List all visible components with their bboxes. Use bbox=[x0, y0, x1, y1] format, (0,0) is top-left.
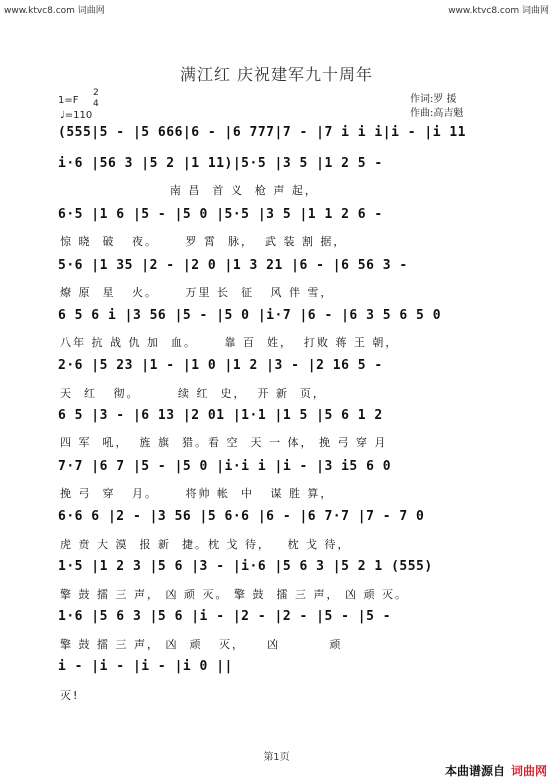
site-url-right[interactable]: www.ktvc8.com 词曲网 bbox=[448, 6, 549, 16]
time-signature-top: 2 bbox=[93, 88, 99, 98]
score-line-5: 6 5 6 i |3 56 |5 - |5 0 |i·7 |6 - |6 3 5 6 5 0 bbox=[58, 308, 442, 323]
watermark-site-logo: 词曲网 bbox=[510, 764, 547, 778]
composer-credit: 作曲:高吉魁 bbox=[410, 108, 464, 119]
lyric-line-6: 天 红 彻。 续 红 史， 开 新 页， bbox=[60, 387, 326, 400]
score-line-10: 1·5 |1 2 3 |5 6 |3 - |i·6 |5 6 3 |5 2 1 (555) bbox=[58, 559, 433, 574]
score-line-8: 7·7 |6 7 |5 - |5 0 |i·i i |i - |3 i5 6 0 bbox=[58, 459, 392, 474]
source-watermark bbox=[445, 762, 547, 779]
key-signature: 1=F bbox=[58, 95, 79, 106]
lyric-line-11: 擎 鼓 擂 三 声， 凶 顽 灭， 凶 顽 bbox=[60, 638, 343, 651]
lyricist-credit: 作词:罗 援 bbox=[410, 94, 457, 105]
lyric-line-10: 擎 鼓 擂 三 声， 凶 顽 灭。 擎 鼓 擂 三 声， 凶 顽 灭。 bbox=[60, 588, 408, 601]
score-line-4: 5·6 |1 35 |2 - |2 0 |1 3 21 |6 - |6 56 3 - bbox=[58, 258, 408, 273]
lyric-line-2: 南 昌 首 义 枪 声 起， bbox=[60, 184, 318, 197]
tempo-marking: ♩=110 bbox=[60, 110, 93, 121]
score-line-12: i - |i - |i - |i 0 || bbox=[58, 659, 233, 674]
site-url-left[interactable]: www.ktvc8.com 词曲网 bbox=[4, 6, 105, 16]
lyric-line-5: 八年 抗 战 仇 加 血。 靠 百 姓， 打败 蒋 王 朝， bbox=[60, 336, 399, 349]
lyric-line-12: 灭! bbox=[60, 689, 80, 702]
score-line-9: 6·6 6 |2 - |3 56 |5 6·6 |6 - |6 7·7 |7 - 7 0 bbox=[58, 509, 425, 524]
song-title: 满江红 庆祝建军九十周年 bbox=[179, 65, 374, 84]
score-line-6: 2·6 |5 23 |1 - |1 0 |1 2 |3 - |2 16 5 - bbox=[58, 358, 383, 373]
lyric-line-8: 挽 弓 穿 月。 将帅 帐 中 谋 胜 算， bbox=[60, 487, 334, 500]
score-line-7: 6 5 |3 - |6 13 |2 01 |1·1 |1 5 |5 6 1 2 bbox=[58, 408, 383, 423]
time-signature-bottom: 4 bbox=[93, 99, 99, 109]
watermark-source-text: 本曲谱源自 bbox=[444, 764, 505, 778]
lyric-line-4: 燎 原 星 火。 万里 长 征 风 伴 雪， bbox=[60, 286, 334, 299]
score-line-11: 1·6 |5 6 3 |5 6 |i - |2 - |2 - |5 - |5 - bbox=[58, 609, 392, 624]
score-line-3: 6·5 |1 6 |5 - |5 0 |5·5 |3 5 |1 1 2 6 - bbox=[58, 207, 383, 222]
lyric-line-9: 虎 贲 大 漠 报 新 捷。枕 戈 待， 枕 戈 待， bbox=[60, 538, 351, 551]
score-line-1: (555|5 - |5 666|6 - |6 777|7 - |7 i i i|i - |i 11 bbox=[58, 125, 467, 140]
lyric-line-7: 四 军 吼， 旌 旗 猎。看 空 天 一 体， 挽 弓 穿 月 bbox=[60, 436, 388, 449]
score-line-2: i·6 |56 3 |5 2 |1 11)|5·5 |3 5 |1 2 5 - bbox=[58, 156, 383, 171]
lyric-line-3: 惊 晓 破 夜。 罗 霄 脉， 武 装 割 据， bbox=[60, 235, 347, 248]
page-number: 第1页 bbox=[263, 752, 290, 763]
